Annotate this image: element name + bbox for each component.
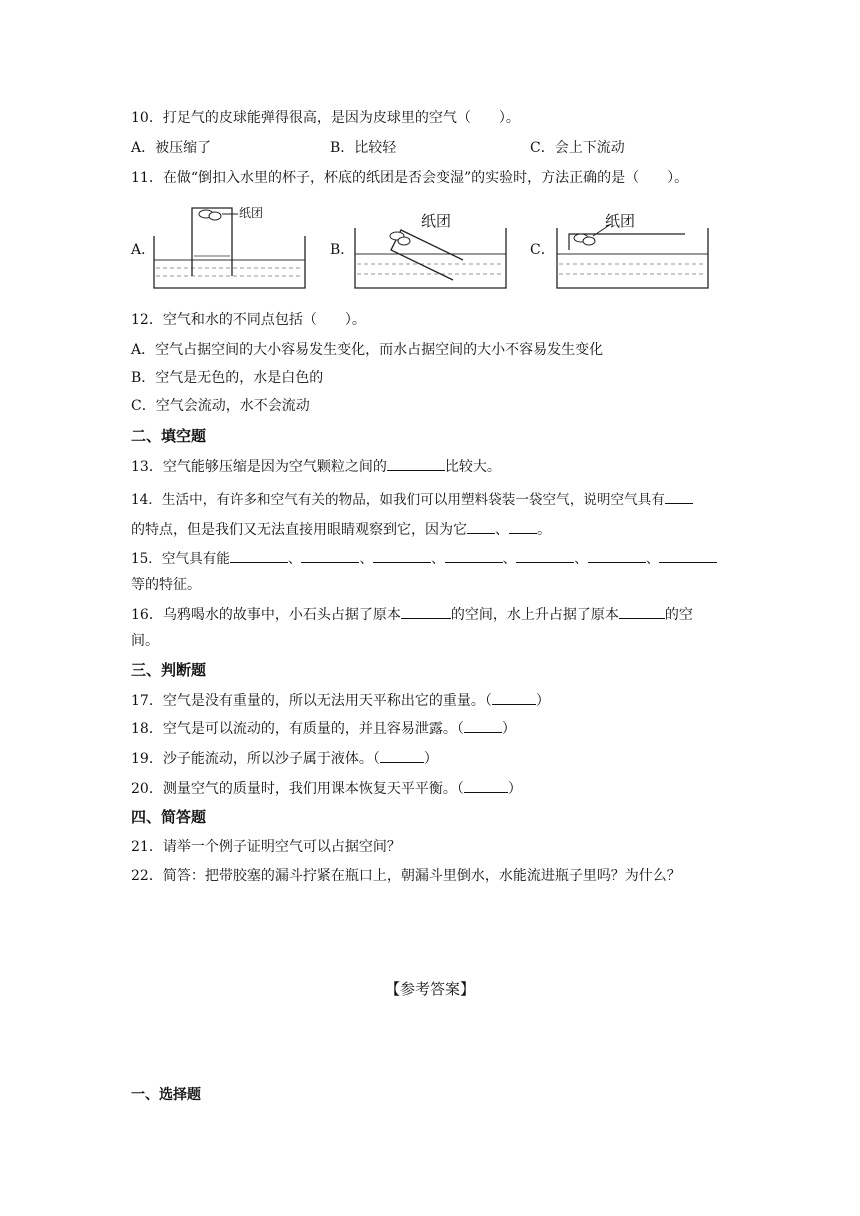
question-15-sep: 、 (359, 551, 374, 567)
question-15-sep: 、 (502, 551, 517, 567)
question-12-stem: 12．空气和水的不同点包括（ ）。 (131, 312, 366, 328)
question-15-sep: 、 (574, 551, 588, 567)
figure-b (353, 198, 508, 290)
question-14-line-2 (131, 519, 551, 540)
question-13-blank (387, 456, 445, 471)
question-19 (131, 748, 438, 769)
question-20-text: 20．测量空气的质量时，我们用课本恢复天平平衡。（ (131, 781, 464, 797)
question-15-blank-5 (516, 548, 574, 563)
question-15-blank-7 (659, 548, 717, 563)
question-15-blank-6 (588, 548, 646, 563)
question-14-blank-1 (665, 489, 693, 504)
question-12-option-a: A．空气占据空间的大小容易发生变化，而水占据空间的大小不容易发生变化 (131, 342, 604, 358)
question-20-close: ） (507, 781, 522, 797)
question-19-close: ） (423, 751, 438, 767)
figure-a-paper-label: 纸团 (239, 206, 264, 220)
question-14-blank-2 (467, 519, 495, 534)
question-19-text: 19．沙子能流动，所以沙子属于液体。（ (131, 751, 380, 767)
question-16-blank-1 (401, 604, 451, 619)
question-15-line-2: 等的特征。 (131, 577, 201, 593)
question-14-sep: 、 (495, 522, 509, 538)
question-16-text-b: 的空间，水上升占据了原本 (450, 607, 619, 623)
question-19-blank (380, 748, 424, 763)
question-11-stem: 11．在做“倒扣入水里的杯子，杯底的纸团是否会变湿”的实验时，方法正确的是（ ）。 (131, 170, 689, 186)
question-10-option-c: C．会上下流动 (530, 140, 625, 156)
question-13 (131, 456, 501, 477)
figure-c (555, 198, 710, 290)
section-2-heading: 二、填空题 (131, 427, 207, 445)
figure-a-drawing (152, 198, 307, 290)
question-10-option-b: B．比较轻 (330, 140, 397, 156)
answer-title: 【参考答案】 (384, 980, 475, 998)
question-17 (131, 690, 550, 711)
question-13-text-b: 比较大。 (444, 459, 501, 475)
question-17-text: 17．空气是没有重量的，所以无法用天平称出它的重量。（ (131, 693, 492, 709)
question-15-sep: 、 (431, 551, 445, 567)
question-16-text-c: 的空 (664, 607, 693, 623)
question-14-blank-3 (509, 519, 537, 534)
section-3-heading: 三、判断题 (131, 661, 207, 679)
question-15-line-1 (131, 548, 717, 569)
question-14-line-1 (131, 489, 693, 510)
question-15-sep: 、 (645, 551, 660, 567)
figure-c-paper-label: 纸团 (605, 212, 636, 230)
question-18-blank (464, 718, 502, 733)
question-21: 21．请举一个例子证明空气可以占据空间？ (131, 839, 401, 855)
figure-a (152, 198, 307, 290)
question-15-sep: 、 (287, 551, 302, 567)
question-10-stem: 10．打足气的皮球能弹得很高，是因为皮球里的空气（ ）。 (131, 110, 520, 126)
answer-section-1-heading: 一、选择题 (131, 1087, 201, 1103)
question-18 (131, 718, 516, 739)
question-16-line-2: 间。 (131, 633, 159, 649)
question-18-text: 18．空气是可以流动的，有质量的，并且容易泄露。（ (131, 721, 464, 737)
question-12-option-c: C．空气会流动，水不会流动 (131, 398, 310, 414)
question-17-close: ） (535, 693, 550, 709)
question-13-text-a: 13．空气能够压缩是因为空气颗粒之间的 (131, 459, 387, 475)
question-15-blank-3 (373, 548, 431, 563)
figure-a-label: A． (131, 242, 156, 258)
figure-c-label: C． (530, 242, 555, 258)
question-20-blank (464, 778, 508, 793)
figure-b-paper-label: 纸团 (421, 212, 452, 230)
question-15-blank-1 (230, 548, 288, 563)
question-15-blank-4 (445, 548, 503, 563)
question-22: 22．简答：把带胶塞的漏斗拧紧在瓶口上，朝漏斗里倒水，水能流进瓶子里吗？为什么？ (131, 868, 681, 884)
question-14-text-d: 。 (537, 522, 551, 538)
question-16-blank-2 (619, 604, 665, 619)
question-15-text-a: 15．空气具有能 (131, 551, 230, 567)
question-10-option-a: A．被压缩了 (131, 140, 212, 156)
figure-b-label: B． (330, 242, 355, 258)
question-17-blank (492, 690, 536, 705)
question-14-text-a: 14．生活中，有许多和空气有关的物品，如我们可以用塑料袋装一袋空气，说明空气具有 (131, 492, 665, 508)
question-18-close: ） (501, 721, 516, 737)
question-12-option-b: B．空气是无色的，水是白色的 (131, 370, 324, 386)
question-20 (131, 778, 522, 799)
question-16-text-a: 16．乌鸦喝水的故事中，小石头占据了原本 (131, 607, 401, 623)
section-4-heading: 四、简答题 (131, 808, 207, 826)
question-15-blank-2 (301, 548, 359, 563)
question-16-line-1 (131, 604, 693, 625)
question-14-text-b: 的特点，但是我们又无法直接用眼睛观察到它，因为它 (131, 522, 467, 538)
